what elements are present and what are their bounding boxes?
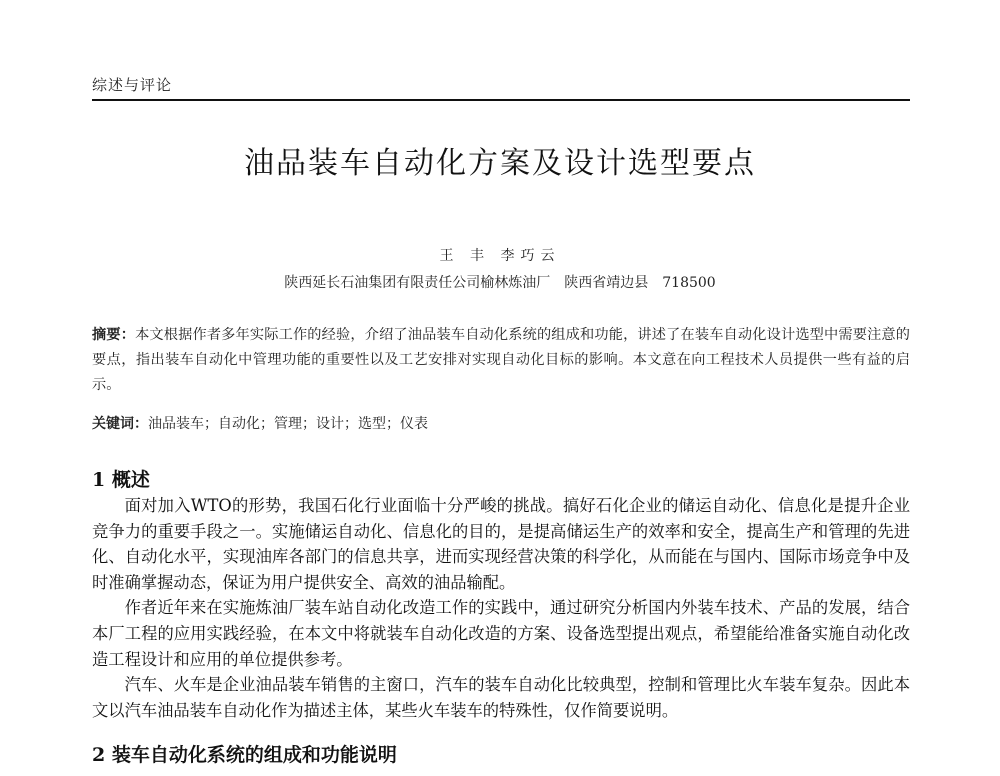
affiliation-place: 陕西省靖边县 <box>564 275 649 291</box>
section-1-body <box>92 493 910 723</box>
paragraph: 作者近年来在实施炼油厂装车站自动化改造工作的实践中，通过研究分析国内外装车技术、产品的发展，结合本厂工程的应用实践经验，在本文中将就装车自动化改造的方案、设备选型提出观点，希望能给准备实施自动化改造工程设计和应用的单位提供参考。 <box>92 598 910 669</box>
section-1-heading: 1 概述 <box>92 469 150 491</box>
keywords <box>92 412 910 437</box>
paragraph: 面对加入WTO的形势，我国石化行业面临十分严峻的挑战。搞好石化企业的储运自动化、信息化是提升企业竞争力的重要手段之一。实施储运自动化、信息化的目的，是提高储运生产的效率和安全，提高生产和管理的先进化、自动化水平，实现油库各部门的信息共享，进而实现经营决策的科学化，从而能在与国内、国际市场竞争中及时准确掌握动态，保证为用户提供安全、高效的油品输配。 <box>92 496 910 592</box>
header-rule <box>92 99 910 101</box>
abstract-text: 本文根据作者多年实际工作的经验，介绍了油品装车自动化系统的组成和功能，讲述了在装车自动化设计选型中需要注意的要点，指出装车自动化中管理功能的重要性以及工艺安排对实现自动化目标的影响。本文意在向工程技术人员提供一些有益的启示。 <box>92 327 910 393</box>
affiliation <box>0 272 1000 292</box>
section-tag: 综述与评论 <box>92 76 173 94</box>
keywords-label: 关键词： <box>92 416 148 432</box>
authors: 王 丰 李巧云 <box>439 248 561 264</box>
affiliation-postcode: 718500 <box>662 275 716 291</box>
abstract-label: 摘要： <box>92 327 136 343</box>
keywords-text: 油品装车；自动化；管理；设计；选型；仪表 <box>148 416 428 432</box>
paper-title: 油品装车自动化方案及设计选型要点 <box>244 146 756 181</box>
section-2-heading-cutoff <box>92 744 422 766</box>
abstract <box>92 323 910 398</box>
section-2-heading: 2 装车自动化系统的组成和功能说明 <box>92 744 397 766</box>
affiliation-org: 陕西延长石油集团有限责任公司榆林炼油厂 <box>284 275 551 291</box>
paragraph: 汽车、火车是企业油品装车销售的主窗口，汽车的装车自动化比较典型，控制和管理比火车装车复杂。因此本文以汽车油品装车自动化作为描述主体，某些火车装车的特殊性，仅作简要说明。 <box>92 675 910 720</box>
